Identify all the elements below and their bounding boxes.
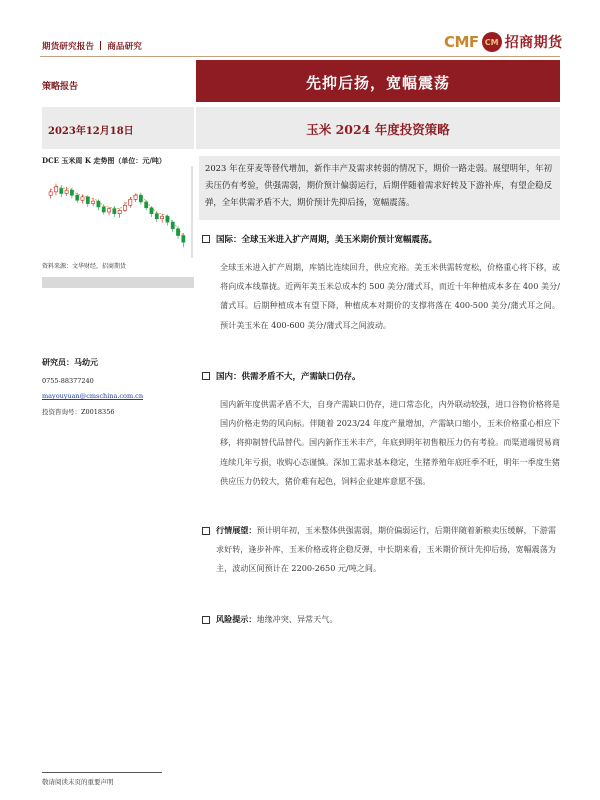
chart-candle-body <box>134 195 137 199</box>
report-title: 先抑后扬，宽幅震荡 <box>305 74 450 92</box>
chart-candle-body <box>182 236 185 243</box>
chart-candle <box>113 206 116 217</box>
chart-candle-body <box>60 188 63 193</box>
summary-box <box>199 156 560 220</box>
chart-candle-body <box>81 197 84 200</box>
outlook-body: 预计明年初，玉米整体供强需弱，期价偏弱运行，后期伴随着新粮卖压缓解，下游需求好转，逢步补库，玉米价格或将企稳反弹，中长期来看，玉米期价预计先抑后扬，宽幅震荡为主，波动区间预计在 2200-2650 元/吨之间。 <box>216 525 556 574</box>
chart-candle <box>54 183 57 195</box>
section-heading-text: 国内：供需矛盾不大，产需缺口仍存。 <box>216 372 361 382</box>
chart-candle-body <box>92 201 95 204</box>
chart-candle <box>182 233 185 247</box>
subtitle-banner <box>196 107 560 149</box>
category-label: 期货研究报告 <box>42 42 95 52</box>
risk-body: 地缘冲突、异常天气。 <box>256 614 338 624</box>
chart-candle-body <box>171 222 174 229</box>
title-banner <box>196 60 560 102</box>
section-heading-text: 国际：全球玉米进入扩产周期，美玉米期价预计宽幅震荡。 <box>216 235 438 245</box>
checkbox-bullet-icon <box>202 616 210 624</box>
risk-block <box>202 610 560 629</box>
researcher-name: 研究员：马幼元 <box>42 357 98 367</box>
chart-candle <box>76 193 79 203</box>
chart-candle <box>97 199 100 210</box>
chart-title: DCE 玉米周 K 走势图（单位：元/吨） <box>42 156 166 165</box>
report-date: 2023年12月18日 <box>48 126 134 137</box>
chart-candle <box>107 207 110 215</box>
report-type: 策略报告 <box>42 82 79 92</box>
chart-candle <box>176 226 179 239</box>
chart-candle <box>155 211 158 222</box>
chart-candle <box>139 193 142 205</box>
chart-candle-body <box>145 202 148 208</box>
checkbox-bullet-icon <box>202 372 210 380</box>
chart-candle-body <box>166 216 169 222</box>
chart-candle-body <box>139 195 142 202</box>
chart-candle-body <box>107 209 110 212</box>
researcher-email[interactable]: mayouyuan@cmschina.com.cn <box>42 392 144 400</box>
risk-heading: 风险提示： <box>216 614 257 624</box>
report-subtitle: 玉米 2024 年度投资策略 <box>306 122 450 137</box>
logo-cn: 招商期货 <box>504 35 563 51</box>
chart-candle-body <box>76 195 79 200</box>
chart-source: 资料来源：文华财经，招商期货 <box>42 263 127 270</box>
chart-candle <box>92 198 95 206</box>
chart-candle-body <box>129 199 132 205</box>
researcher-phone: 0755-88377240 <box>42 377 94 385</box>
outlook-block <box>202 521 560 579</box>
sidebar-divider <box>42 277 194 288</box>
chart-candle-body <box>113 209 116 214</box>
section-heading-domestic <box>202 370 361 382</box>
candlestick-chart <box>42 166 194 258</box>
header-rule <box>40 56 560 57</box>
outlook-heading: 行情展望： <box>216 525 257 535</box>
chart-candle <box>161 214 164 223</box>
chart-candle <box>166 215 169 226</box>
chart-candle-body <box>176 229 179 236</box>
footer-disclaimer: 敬请阅读末页的重要声明 <box>42 778 114 786</box>
chart-candle-body <box>150 208 153 214</box>
report-category <box>42 40 142 52</box>
chart-candle-body <box>161 216 164 219</box>
subcategory-label: 商品研究 <box>107 42 143 52</box>
section-body-domestic: 国内新年度供需矛盾不大，自身产需缺口仍存，进口常态化，内外联动较强，进口谷物价格将是国内价格走势的风向标。伴随着 2023/24 年度产量增加，产需缺口缩小，玉米价格重心相应下移，将抑制替代品替代。国内新作玉米丰产，年底到明年初售粮压力仍有考验。而渠道端贸易商连续几年亏损，收购心态谨慎。深加工需求基本稳定，生猪养殖年底旺季不旺，明年一季度生猪供应压力仍较大，猪价难有起色，饲料企业建库意愿不强。 <box>220 399 560 486</box>
checkbox-bullet-icon <box>202 527 210 535</box>
footer-rule <box>42 772 162 773</box>
chart-candle <box>86 195 89 207</box>
chart-candle <box>65 187 68 196</box>
chart-candle-body <box>86 197 89 204</box>
chart-candle <box>129 197 132 208</box>
section-body-international: 全球玉米进入扩产周期，库销比连续回升，供应充裕。美玉米供需转宽松，价格重心将下移，或将向成本线靠拢。近两年美玉米总成本约 500 美分/蒲式耳，而近十年种植成本多在 400 美分/蒲式耳。后期种植成本有望下降，种植成本对期价的支撑将落在 400-500 美分/蒲式耳之间。预计美玉米在 400-600 美分/蒲式耳之间波动。 <box>220 262 560 330</box>
chart-candle <box>118 209 121 218</box>
company-logo <box>444 30 563 54</box>
logo-badge-icon: CM <box>482 32 502 52</box>
license-number: 投资咨询号：Z0018356 <box>42 408 115 416</box>
chart-candle <box>150 206 153 217</box>
section-heading-international <box>202 233 437 245</box>
chart-candle-body <box>97 201 100 207</box>
chart-candle <box>134 194 137 202</box>
logo-latin: CMF <box>444 33 479 51</box>
divider <box>100 41 101 50</box>
chart-candle-body <box>102 207 105 212</box>
chart-candle-body <box>70 190 73 195</box>
chart-candle <box>145 200 148 210</box>
chart-candle-body <box>54 187 57 192</box>
chart-candle-body <box>118 210 121 213</box>
checkbox-bullet-icon <box>202 235 210 243</box>
summary-text: 2023 年在芽麦等替代增加，新作丰产及需求转弱的情况下，期价一路走弱。展望明年，年初卖压仍有考验，供强需弱，期价预计偏弱运行，后期伴随着需求好转及下游补库，有望企稳反弹，全年供需矛盾不大，期价预计先抑后扬，宽幅震荡。 <box>205 163 552 207</box>
chart-candle <box>49 188 52 198</box>
chart-candle <box>60 185 63 197</box>
chart-candle <box>171 220 174 232</box>
chart-candle-body <box>123 205 126 210</box>
chart-candle-body <box>155 214 158 219</box>
chart-candle-body <box>49 192 52 195</box>
chart-candle-body <box>65 190 68 193</box>
date-banner <box>42 107 194 149</box>
